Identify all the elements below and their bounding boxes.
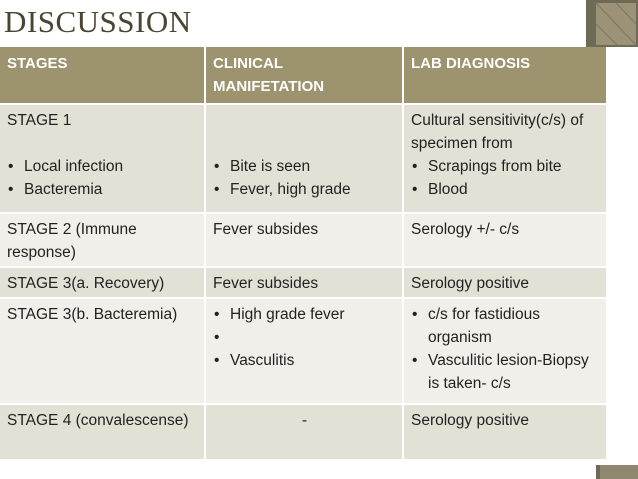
- clinical-bullet-list: [213, 155, 396, 201]
- lab-cell: Serology positive: [403, 267, 607, 298]
- clinical-cell: -: [205, 404, 403, 460]
- header-lab-diagnosis: LAB DIAGNOSIS: [403, 47, 607, 104]
- clinical-cell: Fever subsides: [205, 213, 403, 267]
- table-header-row: [0, 47, 607, 104]
- corner-decoration: [586, 0, 638, 47]
- table-row: [0, 104, 607, 213]
- lab-cell: [403, 104, 607, 213]
- clinical-cell: [205, 104, 403, 213]
- lab-intro: Cultural sensitivity(c/s) of specimen from: [411, 112, 584, 152]
- list-item: • c/s for fastidious organism: [411, 303, 600, 349]
- lab-cell: Serology +/- c/s: [403, 213, 607, 267]
- list-item: • Vasculitis: [213, 349, 396, 372]
- list-item: • High grade fever: [213, 303, 396, 326]
- slide-title: DISCUSSION: [4, 4, 192, 39]
- stage-label: STAGE 1: [7, 112, 72, 129]
- clinical-bullet-list: [213, 303, 396, 372]
- table-row: [0, 213, 607, 267]
- stages-table: [0, 47, 608, 461]
- list-item: • Vasculitic lesion-Biopsy is taken- c/s: [411, 349, 600, 395]
- list-item: • Bite is seen: [213, 155, 396, 178]
- lab-bullet-list: [411, 303, 600, 395]
- lab-cell: Serology positive: [403, 404, 607, 460]
- list-item: • Fever, high grade: [213, 178, 396, 201]
- corner-decoration-bottom: [596, 465, 638, 479]
- list-item: • Local infection: [7, 155, 198, 178]
- clinical-cell: [205, 298, 403, 404]
- header-clinical-manifestation: CLINICAL MANIFETATION: [205, 47, 403, 104]
- stage-cell: STAGE 2 (Immune response): [0, 213, 205, 267]
- table-row: [0, 267, 607, 298]
- stage-bullet-list: [7, 155, 198, 201]
- lab-bullet-list: [411, 155, 600, 201]
- stage-cell: STAGE 3(a. Recovery): [0, 267, 205, 298]
- stage-cell: STAGE 4 (convalescense): [0, 404, 205, 460]
- lab-cell: [403, 298, 607, 404]
- table-row: [0, 298, 607, 404]
- clinical-cell: Fever subsides: [205, 267, 403, 298]
- table-row: [0, 404, 607, 460]
- stage-cell: STAGE 3(b. Bacteremia): [0, 298, 205, 404]
- list-item: • Scrapings from bite: [411, 155, 600, 178]
- stage-cell: [0, 104, 205, 213]
- list-item: • Bacteremia: [7, 178, 198, 201]
- header-stages: STAGES: [0, 47, 205, 104]
- list-item: • Blood: [411, 178, 600, 201]
